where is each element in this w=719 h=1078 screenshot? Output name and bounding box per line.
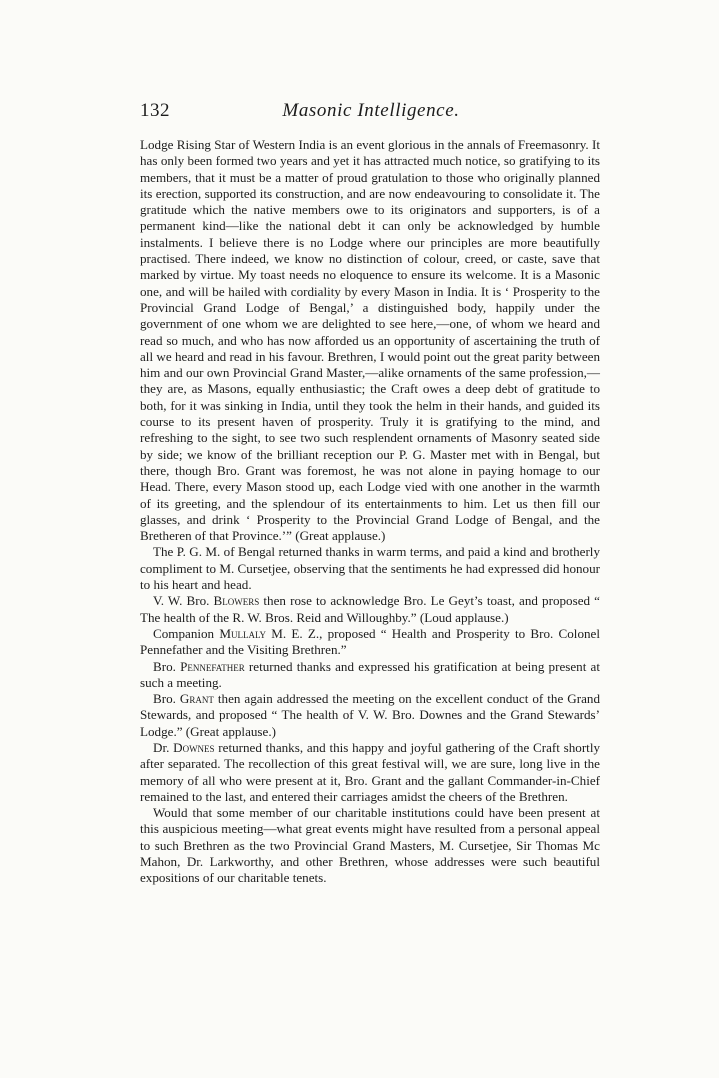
person-name: Mullaly [219, 625, 267, 641]
paragraph-text: then again addressed the meeting on the excellent conduct of the Grand Stewards, and proposed “ The health of V. W. Bro. Downes and the Grand Stewards’ Lodge.” (Great applause.) [140, 691, 601, 739]
running-title: Masonic Intelligence. [282, 100, 460, 121]
paragraph-text: V. W. Bro. [153, 593, 214, 609]
page-header [140, 100, 602, 126]
paragraph-downes [140, 740, 600, 805]
paragraph-charitable: Would that some member of our charitable institutions could have been present at this auspicious meeting—what great events might have resulted from a personal appeal to such Brethren as the two Provincial Grand Masters, M. Cursetjee, Sir Thomas Mc Mahon, Dr. Larkworthy, and other Brethren, whose addresses were such beautiful expositions of our charitable tenets. [140, 805, 600, 886]
paragraph-text: returned thanks and expressed his gratification at being present at such a meeting. [140, 658, 601, 690]
person-name: Blowers [213, 593, 260, 609]
paragraph-text: M. E. Z., proposed “ Health and Prosperity to Bro. Colonel Pennefather and the Visiting Brethren.” [140, 625, 600, 658]
paragraph-text: returned thanks, and this happy and joyful gathering of the Craft shortly after separated. The recollection of this great festival will, we are sure, long live in the memory of all who were present at it, Bro. Grant and the gallant Commander-in-Chief remained to the last, and entered their carriages amidst the cheers of the Brethren. [140, 739, 601, 804]
paragraph-text: Dr. [153, 739, 174, 755]
page-number: 132 [140, 100, 170, 121]
paragraph-text: then rose to acknowledge Bro. Le Geyt’s toast, and proposed “ The health of the R. W. Bros. Reid and Willoughby.” (Loud applause.) [140, 593, 600, 625]
person-name: Pennefather [180, 658, 245, 674]
paragraph-pennefather [140, 659, 600, 692]
person-name: Grant [179, 691, 214, 707]
paragraph-toast-speech: Lodge Rising Star of Western India is an event glorious in the annals of Freemasonry. It has only been formed two years and yet it has attracted much notice, so gratifying to its members, that it must be a matter of proud gratulation to those who originally planned its erection, supported its construction, and are now endeavouring to consolidate it. The gratitude which the native members owe to its originators and supporters, is of a permanent kind—like the national debt it can only be acknowledged by humble instalments. I believe there is no Lodge where our principles are more beautifully practised. There indeed, we know no distinction of colour, creed, or caste, save that marked by virtue. My toast needs no eloquence to ensure its welcome. It is a Masonic one, and will be hailed with cordiality by every Mason in India. It is ‘ Prosperity to the Provincial Grand Lodge of Bengal,’ a distinguished body, happily under the government of one whom we are delighted to see here,—one, of whom we heard and read so much, and who has now afforded us an opportunity of ascertaining the truth of all we heard and read in his favour. Brethren, I would point out the great parity between him and our own Provincial Grand Master,—alike ornaments of the same profession,—they are, as Masons, equally enthusiastic; the Craft owes a deep debt of gratitude to both, for it was sinking in India, until they took the helm in their hands, and guided its course to its present haven of prosperity. Truly it is gratifying to the mind, and refreshing to the sight, to see two such resplendent ornaments of Masonry seated side by side; we know of the brilliant reception our P. G. Master met with in Bengal, but there, though Bro. Grant was foremost, he was not alone in paying homage to our Head. There, every Mason stood up, each Lodge vied with one another in the warmth of its greeting, and the splendour of its entertainments to him. Let us then fill our glasses, and drink ‘ Prosperity to the Provincial Grand Lodge of Bengal, and the Bretheren of that Province.’” (Great applause.) [140, 137, 600, 544]
paragraph-blowers [140, 593, 600, 626]
person-name: Downes [173, 739, 215, 755]
paragraph-mullaly [140, 626, 600, 659]
paragraph-grant [140, 691, 600, 740]
paragraph-pgm-reply: The P. G. M. of Bengal returned thanks in warm terms, and paid a kind and brotherly compliment to M. Cursetjee, observing that the sentiments he had expressed did honour to his heart and head. [140, 544, 600, 593]
paragraph-text: Bro. [153, 658, 181, 674]
paragraph-text: Companion [153, 625, 220, 641]
paragraph-text: Bro. [153, 691, 180, 707]
article-body [140, 137, 600, 887]
